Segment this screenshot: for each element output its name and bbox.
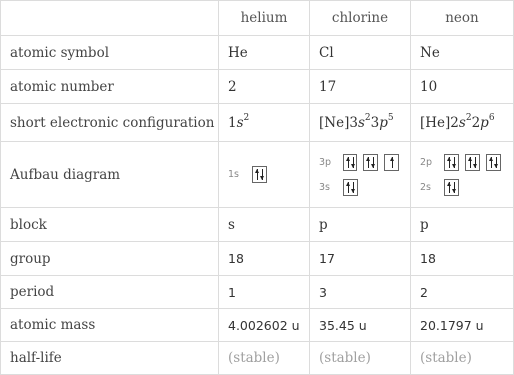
orbital-label: 1s xyxy=(228,169,239,180)
cell-chlorine-block: p xyxy=(310,208,411,242)
table-row xyxy=(1,309,514,342)
spin-down-arrow-icon xyxy=(473,157,478,168)
table-row xyxy=(1,70,514,104)
orbital-box-single xyxy=(384,154,399,171)
spin-down-arrow-icon xyxy=(351,157,356,168)
cell-chlorine-symbol: Cl xyxy=(310,36,411,70)
row-label-block: block xyxy=(1,208,219,242)
table-row xyxy=(1,208,514,242)
spin-down-arrow-icon xyxy=(260,169,265,180)
cell-helium-symbol: He xyxy=(219,36,310,70)
cell-helium-number: 2 xyxy=(219,70,310,104)
cell-chlorine-number: 17 xyxy=(310,70,411,104)
orbital-row-1s xyxy=(228,166,300,183)
cell-helium-config: $1s^2$ xyxy=(219,104,310,142)
cell-neon-aufbau xyxy=(411,142,514,208)
row-label-aufbau: Aufbau diagram xyxy=(1,142,219,208)
cell-neon-number: 10 xyxy=(411,70,514,104)
header-corner-cell xyxy=(1,1,219,36)
row-label-atomic-symbol: atomic symbol xyxy=(1,36,219,70)
orbital-label: 2p xyxy=(420,156,433,168)
cell-chlorine-half-life: (stable) xyxy=(310,342,411,375)
orbital-box-paired xyxy=(252,166,267,183)
spin-up-arrow-icon xyxy=(390,157,395,168)
row-label-atomic-number: atomic number xyxy=(1,70,219,104)
cell-neon-half-life: (stable) xyxy=(411,342,514,375)
orbital-row-2s xyxy=(420,179,504,196)
cell-neon-mass: 20.1797 u xyxy=(411,309,514,342)
table-row xyxy=(1,242,514,276)
row-label-half-life: half-life xyxy=(1,342,219,375)
spin-down-arrow-icon xyxy=(371,157,376,168)
cell-helium-period: 1 xyxy=(219,276,310,309)
cell-chlorine-config: $[Ne]3s^23p^5$ xyxy=(310,104,411,142)
table-row xyxy=(1,142,514,208)
orbital-row-3s xyxy=(319,179,401,196)
orbital-label: 2s xyxy=(420,181,431,193)
row-label-period: period xyxy=(1,276,219,309)
orbital-box-paired xyxy=(444,179,459,196)
orbital-box-paired xyxy=(343,179,358,196)
orbital-label: 3s xyxy=(319,181,330,193)
row-label-short-config: short electronic configuration xyxy=(1,104,219,142)
orbital-row-2p xyxy=(420,154,504,171)
cell-neon-symbol: Ne xyxy=(411,36,514,70)
column-header-chlorine: chlorine xyxy=(310,1,411,36)
orbital-box-paired xyxy=(444,154,459,171)
cell-chlorine-period: 3 xyxy=(310,276,411,309)
cell-chlorine-aufbau xyxy=(310,142,411,208)
cell-neon-block: p xyxy=(411,208,514,242)
orbital-row-3p xyxy=(319,154,401,171)
cell-helium-group: 18 xyxy=(219,242,310,276)
row-label-group: group xyxy=(1,242,219,276)
spin-down-arrow-icon xyxy=(494,157,499,168)
cell-chlorine-mass: 35.45 u xyxy=(310,309,411,342)
cell-helium-mass: 4.002602 u xyxy=(219,309,310,342)
cell-helium-half-life: (stable) xyxy=(219,342,310,375)
spin-down-arrow-icon xyxy=(452,157,457,168)
cell-neon-config: $[He]2s^22p^6$ xyxy=(411,104,514,142)
column-header-helium: helium xyxy=(219,1,310,36)
cell-helium-aufbau xyxy=(219,142,310,208)
cell-neon-group: 18 xyxy=(411,242,514,276)
table-row xyxy=(1,276,514,309)
table-row xyxy=(1,36,514,70)
orbital-box-paired xyxy=(465,154,480,171)
cell-helium-block: s xyxy=(219,208,310,242)
orbital-box-paired xyxy=(486,154,501,171)
spin-down-arrow-icon xyxy=(351,182,356,193)
orbital-label: 3p xyxy=(319,156,332,168)
table-row xyxy=(1,104,514,142)
spin-down-arrow-icon xyxy=(452,182,457,193)
row-label-atomic-mass: atomic mass xyxy=(1,309,219,342)
orbital-box-paired xyxy=(343,154,358,171)
cell-neon-period: 2 xyxy=(411,276,514,309)
orbital-box-paired xyxy=(363,154,378,171)
column-header-neon: neon xyxy=(411,1,514,36)
header-row xyxy=(1,1,514,36)
cell-chlorine-group: 17 xyxy=(310,242,411,276)
